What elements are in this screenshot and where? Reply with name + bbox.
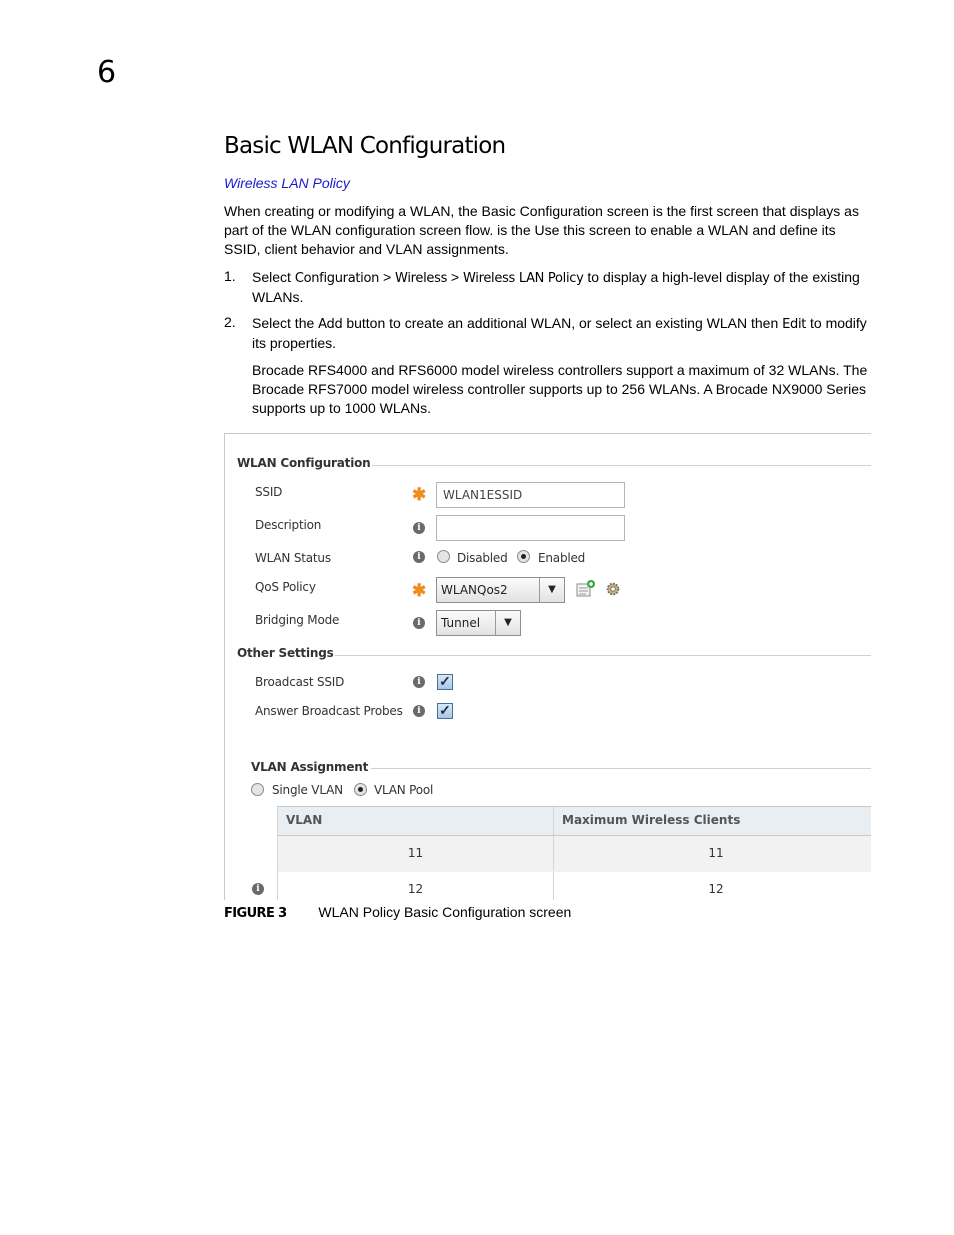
broadcast-ssid-label: Broadcast SSID: [255, 675, 345, 689]
checkmark-icon: ✓: [439, 702, 451, 718]
info-icon: i: [413, 551, 425, 563]
status-disabled-radio[interactable]: [437, 550, 450, 563]
wlan-status-label: WLAN Status: [255, 551, 331, 565]
create-new-icon[interactable]: [576, 580, 596, 598]
edit-gear-icon[interactable]: [603, 580, 623, 598]
dropdown-arrow-icon: ▼: [495, 611, 520, 635]
info-icon: i: [413, 705, 425, 717]
status-enabled-radio[interactable]: [517, 550, 530, 563]
menu-wireless: Wireless: [395, 271, 448, 286]
status-enabled-label: Enabled: [538, 551, 586, 565]
qos-policy-select[interactable]: [436, 577, 565, 603]
max-clients-cell[interactable]: 11: [708, 846, 724, 860]
answer-broadcast-probes-checkbox[interactable]: [437, 703, 453, 719]
single-vlan-label: Single VLAN: [272, 783, 343, 797]
note-paragraph: Brocade RFS4000 and RFS6000 model wireless controllers support a maximum of 32 WLANs. The Brocade RFS7000 model wireless controller supports up to 256 WLANs. A Brocade NX9000 Series supports up to 1000 WLANs.: [252, 362, 868, 416]
menu-wireless-lan-policy: Wireless LAN Policy: [463, 271, 584, 286]
bridging-mode-value: Tunnel: [441, 616, 481, 630]
vlan-cell[interactable]: 12: [278, 872, 554, 900]
column-header-max-clients[interactable]: Maximum Wireless Clients: [562, 813, 741, 827]
column-header-vlan[interactable]: VLAN: [278, 807, 554, 835]
step-1-number: 1.: [224, 268, 236, 284]
info-icon: i: [413, 676, 425, 688]
info-icon: i: [252, 883, 264, 895]
vlan-pool-label: VLAN Pool: [374, 783, 434, 797]
status-disabled-label: Disabled: [457, 551, 508, 565]
intro-paragraph: When creating or modifying a WLAN, the Basic Configuration screen is the first screen that displays as part of the WLAN configuration screen flow. is the Use this screen to enable a WLAN and define its SSID, client behavior and VLAN assignments.: [224, 203, 859, 257]
table-header: [278, 806, 871, 836]
wlan-configuration-heading: WLAN Configuration: [237, 456, 371, 470]
section-divider: [372, 465, 871, 466]
vlan-assignment-heading: VLAN Assignment: [251, 760, 369, 774]
description-label: Description: [255, 518, 322, 532]
bridging-mode-label: Bridging Mode: [255, 613, 340, 627]
single-vlan-radio[interactable]: [251, 783, 264, 796]
qos-policy-value: WLANQos2: [441, 583, 508, 597]
menu-configuration: Configuration: [294, 271, 380, 286]
answer-broadcast-probes-label: Answer Broadcast Probes: [255, 704, 403, 718]
chapter-number: 6: [97, 55, 117, 90]
edit-button-ref: Edit: [782, 317, 807, 332]
info-icon: i: [413, 522, 425, 534]
dropdown-arrow-icon: ▼: [539, 578, 564, 602]
description-input[interactable]: [436, 515, 625, 541]
table-row[interactable]: [278, 836, 871, 872]
add-button-ref: Add: [318, 317, 343, 332]
vlan-pool-table: [277, 806, 871, 900]
required-star-icon: ✱: [412, 581, 427, 600]
figure-screenshot: [224, 433, 871, 900]
checkmark-icon: ✓: [439, 673, 451, 689]
other-settings-heading: Other Settings: [237, 646, 334, 660]
section-divider: [335, 655, 871, 656]
section-title: Basic WLAN Configuration: [224, 133, 506, 159]
required-star-icon: ✱: [412, 485, 427, 504]
bridging-mode-select[interactable]: [436, 610, 521, 636]
step-1-text: Select Configuration > Wireless > Wireless LAN Policy to display a high-level display of the existing WLANs.: [252, 269, 860, 305]
section-divider: [371, 768, 871, 769]
ssid-input[interactable]: WLAN1ESSID: [436, 482, 625, 508]
info-icon: i: [413, 617, 425, 629]
step-2-text: Select the Add button to create an additional WLAN, or select an existing WLAN then Edit to modify its properties.: [252, 315, 867, 351]
max-clients-cell[interactable]: 12: [708, 882, 724, 896]
step-2-number: 2.: [224, 314, 236, 330]
table-row[interactable]: [278, 872, 871, 900]
vlan-cell[interactable]: 11: [278, 836, 554, 871]
figure-caption-text: WLAN Policy Basic Configuration screen: [318, 904, 572, 920]
figure-caption: [224, 904, 571, 921]
vlan-pool-radio[interactable]: [354, 783, 367, 796]
wireless-lan-policy-link[interactable]: Wireless LAN Policy: [224, 175, 350, 191]
figure-label: FIGURE 3: [224, 906, 287, 921]
qos-policy-label: QoS Policy: [255, 580, 316, 594]
broadcast-ssid-checkbox[interactable]: [437, 674, 453, 690]
ssid-label: SSID: [255, 485, 283, 499]
